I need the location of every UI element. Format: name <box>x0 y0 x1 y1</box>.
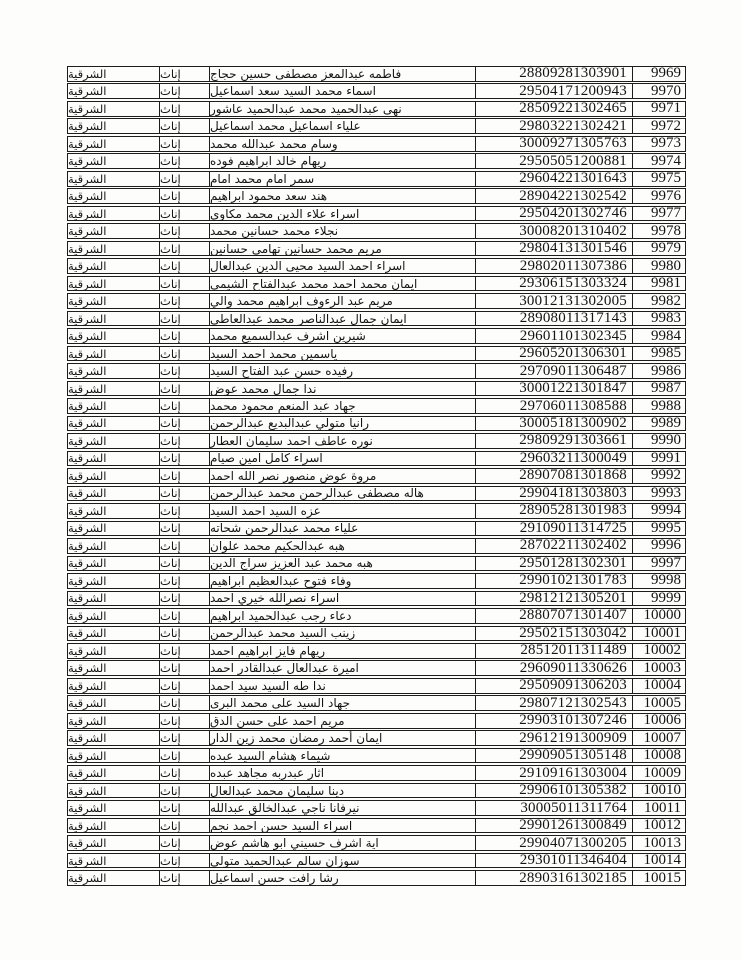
national-id-cell: 29906101305382 <box>476 784 633 798</box>
gender-cell: إناث <box>160 417 210 431</box>
name-cell: اية اشرف حسيني ابو هاشم عوض <box>210 836 476 850</box>
gender-cell: إناث <box>160 749 210 763</box>
name-cell: اسراء نصرالله خيري احمد <box>210 592 476 606</box>
table-row <box>67 713 686 729</box>
national-id-cell: 28512011311489 <box>476 644 633 658</box>
table-row <box>67 643 686 659</box>
name-cell: نهى عبدالحميد محمد عبدالحميد عاشور <box>210 102 476 116</box>
table-row <box>67 678 686 694</box>
national-id-cell: 29509091306203 <box>476 679 633 693</box>
gender-cell: إناث <box>160 137 210 151</box>
seq-cell: 10012 <box>643 817 681 834</box>
seq-cell: 9974 <box>651 152 681 169</box>
governorate-cell: الشرقية <box>68 557 160 571</box>
gender-cell: إناث <box>160 242 210 256</box>
gender-cell: إناث <box>160 766 210 780</box>
table-row <box>67 433 686 449</box>
name-cell: جهاد السيد على محمد البرى <box>210 696 476 710</box>
governorate-cell: الشرقية <box>68 154 160 168</box>
seq-cell: 10003 <box>643 659 681 676</box>
seq-cell: 9984 <box>651 327 681 344</box>
gender-cell: إناث <box>160 294 210 308</box>
seq-cell: 10014 <box>643 852 681 869</box>
gender-cell: إناث <box>160 539 210 553</box>
table-row <box>67 311 686 327</box>
national-id-cell: 29809291303661 <box>476 434 633 448</box>
table-row <box>67 503 686 519</box>
table-row <box>67 486 686 502</box>
governorate-cell: الشرقية <box>68 801 160 815</box>
table-row <box>67 521 686 537</box>
gender-cell: إناث <box>160 67 210 81</box>
governorate-cell: الشرقية <box>68 259 160 273</box>
national-id-cell: 29803221302421 <box>476 119 633 133</box>
gender-cell: إناث <box>160 102 210 116</box>
national-id-cell: 29901261300849 <box>476 819 633 833</box>
name-cell: علياء محمد عبدالرحمن شحاته <box>210 522 476 536</box>
national-id-cell: 30008201310402 <box>476 224 633 238</box>
governorate-cell: الشرقية <box>68 137 160 151</box>
name-cell: نيرفانا ناجي عبدالخالق عبدالله <box>210 801 476 815</box>
seq-cell: 10001 <box>643 624 681 641</box>
governorate-cell: الشرقية <box>68 609 160 623</box>
name-cell: هبه محمد عبد العزيز سراج الدين <box>210 557 476 571</box>
seq-cell: 9997 <box>651 554 681 571</box>
name-cell: سوزان سالم عبدالحميد متولي <box>210 854 476 868</box>
national-id-cell: 29709011306487 <box>476 364 633 378</box>
governorate-cell: الشرقية <box>68 487 160 501</box>
governorate-cell: الشرقية <box>68 119 160 133</box>
gender-cell: إناث <box>160 627 210 641</box>
national-id-cell: 29306151303324 <box>476 277 633 291</box>
name-cell: سمر امام محمد امام <box>210 172 476 186</box>
name-cell: مريم محمد حسانين تهامي حسانين <box>210 242 476 256</box>
seq-cell: 9992 <box>651 467 681 484</box>
governorate-cell: الشرقية <box>68 399 160 413</box>
seq-cell: 9985 <box>651 345 681 362</box>
governorate-cell: الشرقية <box>68 696 160 710</box>
national-id-cell: 29706011308588 <box>476 399 633 413</box>
table-row <box>67 451 686 467</box>
gender-cell: إناث <box>160 836 210 850</box>
governorate-cell: الشرقية <box>68 242 160 256</box>
name-cell: جهاد عبد المنعم محمود محمد <box>210 399 476 413</box>
table-row <box>67 101 686 117</box>
national-id-cell: 30005011311764 <box>476 801 633 815</box>
governorate-cell: الشرقية <box>68 784 160 798</box>
table-row <box>67 660 686 676</box>
governorate-cell: الشرقية <box>68 504 160 518</box>
governorate-cell: الشرقية <box>68 102 160 116</box>
national-id-cell: 29812121305201 <box>476 592 633 606</box>
seq-cell: 9975 <box>651 170 681 187</box>
national-id-cell: 29502151303042 <box>476 627 633 641</box>
national-id-cell: 29109011314725 <box>476 522 633 536</box>
seq-cell: 9993 <box>651 484 681 501</box>
gender-cell: إناث <box>160 207 210 221</box>
seq-cell: 9972 <box>651 117 681 134</box>
governorate-cell: الشرقية <box>68 854 160 868</box>
table-row <box>67 293 686 309</box>
gender-cell: إناث <box>160 84 210 98</box>
gender-cell: إناث <box>160 382 210 396</box>
name-cell: شيماء هشام السيد عبده <box>210 749 476 763</box>
seq-cell: 10006 <box>643 712 681 729</box>
governorate-cell: الشرقية <box>68 749 160 763</box>
seq-cell: 9982 <box>651 292 681 309</box>
name-cell: ندا جمال محمد عوض <box>210 382 476 396</box>
seq-cell: 10002 <box>643 642 681 659</box>
gender-cell: إناث <box>160 399 210 413</box>
national-id-cell: 28903161302185 <box>476 871 633 885</box>
national-id-cell: 29609011330626 <box>476 661 633 675</box>
table-row <box>67 835 686 851</box>
name-cell: وفاء فتوح عبدالعظيم ابراهيم <box>210 574 476 588</box>
governorate-cell: الشرقية <box>68 871 160 885</box>
seq-cell: 10008 <box>643 747 681 764</box>
name-cell: هاله مصطفى عبدالرحمن محمد عبدالرحمن <box>210 487 476 501</box>
national-id-cell: 29601101302345 <box>476 329 633 343</box>
name-cell: اسراء كامل امين صيام <box>210 452 476 466</box>
gender-cell: إناث <box>160 522 210 536</box>
name-cell: ايمان أحمد رمضان محمد زين الدار <box>210 731 476 745</box>
gender-cell: إناث <box>160 644 210 658</box>
governorate-cell: الشرقية <box>68 627 160 641</box>
gender-cell: إناث <box>160 661 210 675</box>
gender-cell: إناث <box>160 277 210 291</box>
gender-cell: إناث <box>160 189 210 203</box>
seq-cell: 10009 <box>643 764 681 781</box>
gender-cell: إناث <box>160 609 210 623</box>
table-row <box>67 188 686 204</box>
governorate-cell: الشرقية <box>68 469 160 483</box>
governorate-cell: الشرقية <box>68 207 160 221</box>
national-id-cell: 28509221302465 <box>476 102 633 116</box>
national-id-cell: 29901021301783 <box>476 574 633 588</box>
seq-cell: 10010 <box>643 782 681 799</box>
gender-cell: إناث <box>160 801 210 815</box>
national-id-cell: 29504201302746 <box>476 207 633 221</box>
name-cell: اسراء احمد السيد محيى الدين عبدالعال <box>210 259 476 273</box>
gender-cell: إناث <box>160 364 210 378</box>
seq-cell: 10013 <box>643 834 681 851</box>
name-cell: ريهام خالد ابراهيم فوده <box>210 154 476 168</box>
name-cell: ايمان جمال عبدالناصر محمد عبدالعاطي <box>210 312 476 326</box>
seq-cell: 10005 <box>643 694 681 711</box>
national-id-cell: 30012131302005 <box>476 294 633 308</box>
table-row <box>67 118 686 134</box>
seq-cell: 10011 <box>644 799 681 816</box>
national-id-cell: 29804131301546 <box>476 242 633 256</box>
name-cell: مريم عبد الرءوف ابراهيم محمد والي <box>210 294 476 308</box>
name-cell: هبه عبدالحكيم محمد علوان <box>210 539 476 553</box>
name-cell: اسماء محمد السيد سعد اسماعيل <box>210 84 476 98</box>
table-row <box>67 626 686 642</box>
governorate-cell: الشرقية <box>68 329 160 343</box>
gender-cell: إناث <box>160 504 210 518</box>
national-id-cell: 29605201306301 <box>476 347 633 361</box>
national-id-cell: 28908011317143 <box>476 312 633 326</box>
table-row <box>67 556 686 572</box>
name-cell: ندا طه السيد سيد احمد <box>210 679 476 693</box>
governorate-cell: الشرقية <box>68 836 160 850</box>
gender-cell: إناث <box>160 347 210 361</box>
names-table <box>67 66 686 888</box>
name-cell: زينب السيد محمد عبدالرحمن <box>210 627 476 641</box>
name-cell: ايمان محمد احمد محمد عبدالفتاح الشيمى <box>210 277 476 291</box>
table-row <box>67 381 686 397</box>
seq-cell: 9970 <box>651 82 681 99</box>
table-row <box>67 853 686 869</box>
governorate-cell: الشرقية <box>68 679 160 693</box>
table-row <box>67 83 686 99</box>
governorate-cell: الشرقية <box>68 592 160 606</box>
seq-cell: 10000 <box>643 607 681 624</box>
table-row <box>67 276 686 292</box>
seq-cell: 9969 <box>651 65 681 82</box>
table-row <box>67 800 686 816</box>
table-row <box>67 695 686 711</box>
name-cell: اسراء علاء الدين محمد مكاوي <box>210 207 476 221</box>
governorate-cell: الشرقية <box>68 574 160 588</box>
national-id-cell: 29603211300049 <box>476 452 633 466</box>
governorate-cell: الشرقية <box>68 189 160 203</box>
seq-cell: 9980 <box>651 257 681 274</box>
table-row <box>67 730 686 746</box>
national-id-cell: 28907081301868 <box>476 469 633 483</box>
seq-cell: 9989 <box>651 414 681 431</box>
gender-cell: إناث <box>160 854 210 868</box>
table-row <box>67 538 686 554</box>
table-row <box>67 258 686 274</box>
gender-cell: إناث <box>160 679 210 693</box>
governorate-cell: الشرقية <box>68 714 160 728</box>
table-row <box>67 363 686 379</box>
table-row <box>67 591 686 607</box>
gender-cell: إناث <box>160 487 210 501</box>
table-row <box>67 346 686 362</box>
gender-cell: إناث <box>160 696 210 710</box>
gender-cell: إناث <box>160 871 210 885</box>
name-cell: وسام محمد عبدالله محمد <box>210 137 476 151</box>
table-row <box>67 783 686 799</box>
seq-cell: 10007 <box>643 729 681 746</box>
gender-cell: إناث <box>160 434 210 448</box>
seq-cell: 10015 <box>643 869 681 886</box>
table-row <box>67 153 686 169</box>
national-id-cell: 30005181300902 <box>476 417 633 431</box>
governorate-cell: الشرقية <box>68 452 160 466</box>
seq-cell: 9981 <box>651 275 681 292</box>
national-id-cell: 29909051305148 <box>476 749 633 763</box>
name-cell: دعاء رجب عبدالحميد ابراهيم <box>210 609 476 623</box>
seq-cell: 9986 <box>651 362 681 379</box>
table-row <box>67 241 686 257</box>
table-row <box>67 468 686 484</box>
seq-cell: 9991 <box>651 449 681 466</box>
gender-cell: إناث <box>160 557 210 571</box>
gender-cell: إناث <box>160 784 210 798</box>
national-id-cell: 29504171200943 <box>476 84 633 98</box>
gender-cell: إناث <box>160 119 210 133</box>
name-cell: اميرة عبدالعال عبدالقادر احمد <box>210 661 476 675</box>
name-cell: مروة عوض منصور نصر الله احمد <box>210 469 476 483</box>
name-cell: مريم احمد على حسن الدق <box>210 714 476 728</box>
name-cell: فاطمه عبدالمعز مصطفى حسين حجاج <box>210 67 476 81</box>
gender-cell: إناث <box>160 329 210 343</box>
national-id-cell: 29904181303803 <box>476 487 633 501</box>
table-row <box>67 818 686 834</box>
name-cell: رشا رافت حسن اسماعيل <box>210 871 476 885</box>
name-cell: نوره عاطف احمد سليمان العطار <box>210 434 476 448</box>
national-id-cell: 29612191300909 <box>476 731 633 745</box>
seq-cell: 9979 <box>651 240 681 257</box>
seq-cell: 9987 <box>651 380 681 397</box>
table-row <box>67 748 686 764</box>
name-cell: علياء اسماعيل محمد اسماعيل <box>210 119 476 133</box>
gender-cell: إناث <box>160 172 210 186</box>
table-row <box>67 416 686 432</box>
governorate-cell: الشرقية <box>68 661 160 675</box>
name-cell: دينا سليمان محمد عبدالعال <box>210 784 476 798</box>
national-id-cell: 28905281301983 <box>476 504 633 518</box>
table-row <box>67 765 686 781</box>
governorate-cell: الشرقية <box>68 522 160 536</box>
national-id-cell: 29807121302543 <box>476 696 633 710</box>
table-row <box>67 206 686 222</box>
national-id-cell: 29301011346404 <box>476 854 633 868</box>
gender-cell: إناث <box>160 312 210 326</box>
table-row <box>67 398 686 414</box>
table-row <box>67 328 686 344</box>
seq-cell: 9995 <box>651 519 681 536</box>
governorate-cell: الشرقية <box>68 347 160 361</box>
gender-cell: إناث <box>160 452 210 466</box>
gender-cell: إناث <box>160 574 210 588</box>
national-id-cell: 28904221302542 <box>476 189 633 203</box>
governorate-cell: الشرقية <box>68 819 160 833</box>
name-cell: رانيا متولي عبدالبديع عبدالرحمن <box>210 417 476 431</box>
table-row <box>67 171 686 187</box>
governorate-cell: الشرقية <box>68 539 160 553</box>
governorate-cell: الشرقية <box>68 67 160 81</box>
gender-cell: إناث <box>160 469 210 483</box>
governorate-cell: الشرقية <box>68 731 160 745</box>
national-id-cell: 29802011307386 <box>476 259 633 273</box>
seq-cell: 9990 <box>651 432 681 449</box>
seq-cell: 9994 <box>651 502 681 519</box>
national-id-cell: 28807071301407 <box>476 609 633 623</box>
seq-cell: 9988 <box>651 397 681 414</box>
gender-cell: إناث <box>160 731 210 745</box>
gender-cell: إناث <box>160 714 210 728</box>
seq-cell: 9999 <box>651 589 681 606</box>
national-id-cell: 30009271305763 <box>476 137 633 151</box>
national-id-cell: 29604221301643 <box>476 172 633 186</box>
national-id-cell: 30001221301847 <box>476 382 633 396</box>
gender-cell: إناث <box>160 154 210 168</box>
governorate-cell: الشرقية <box>68 434 160 448</box>
name-cell: اسراء السيد حسن احمد نجم <box>210 819 476 833</box>
governorate-cell: الشرقية <box>68 294 160 308</box>
governorate-cell: الشرقية <box>68 364 160 378</box>
governorate-cell: الشرقية <box>68 382 160 396</box>
governorate-cell: الشرقية <box>68 172 160 186</box>
table-row <box>67 136 686 152</box>
seq-cell: 9998 <box>651 572 681 589</box>
name-cell: اثار عبدربه مجاهد عبده <box>210 766 476 780</box>
national-id-cell: 29505051200881 <box>476 154 633 168</box>
seq-cell: 9978 <box>651 222 681 239</box>
seq-cell: 9973 <box>651 135 681 152</box>
table-row <box>67 870 686 886</box>
table-row <box>67 608 686 624</box>
governorate-cell: الشرقية <box>68 766 160 780</box>
name-cell: نجلاء محمد حسانين محمد <box>210 224 476 238</box>
table-row <box>67 66 686 82</box>
national-id-cell: 29501281302301 <box>476 557 633 571</box>
gender-cell: إناث <box>160 259 210 273</box>
national-id-cell: 28809281303901 <box>476 67 633 81</box>
national-id-cell: 29903101307246 <box>476 714 633 728</box>
seq-cell: 9996 <box>651 537 681 554</box>
name-cell: ريهام فايز ابراهيم احمد <box>210 644 476 658</box>
seq-cell: 9971 <box>651 100 681 117</box>
governorate-cell: الشرقية <box>68 417 160 431</box>
name-cell: ياسمين محمد احمد السيد <box>210 347 476 361</box>
name-cell: شيرين اشرف عبدالسميع محمد <box>210 329 476 343</box>
gender-cell: إناث <box>160 592 210 606</box>
governorate-cell: الشرقية <box>68 312 160 326</box>
seq-cell: 9983 <box>651 310 681 327</box>
governorate-cell: الشرقية <box>68 224 160 238</box>
governorate-cell: الشرقية <box>68 644 160 658</box>
national-id-cell: 28702211302402 <box>476 539 633 553</box>
name-cell: عزه السيد احمد السيد <box>210 504 476 518</box>
gender-cell: إناث <box>160 224 210 238</box>
table-row <box>67 573 686 589</box>
seq-cell: 9977 <box>651 205 681 222</box>
table-row <box>67 223 686 239</box>
governorate-cell: الشرقية <box>68 277 160 291</box>
governorate-cell: الشرقية <box>68 84 160 98</box>
seq-cell: 9976 <box>651 187 681 204</box>
name-cell: هند سعد محمود ابراهيم <box>210 189 476 203</box>
national-id-cell: 29904071300205 <box>476 836 633 850</box>
seq-cell: 10004 <box>643 677 681 694</box>
national-id-cell: 29109161303004 <box>476 766 633 780</box>
gender-cell: إناث <box>160 819 210 833</box>
name-cell: رفيده حسن عبد الفتاح السيد <box>210 364 476 378</box>
